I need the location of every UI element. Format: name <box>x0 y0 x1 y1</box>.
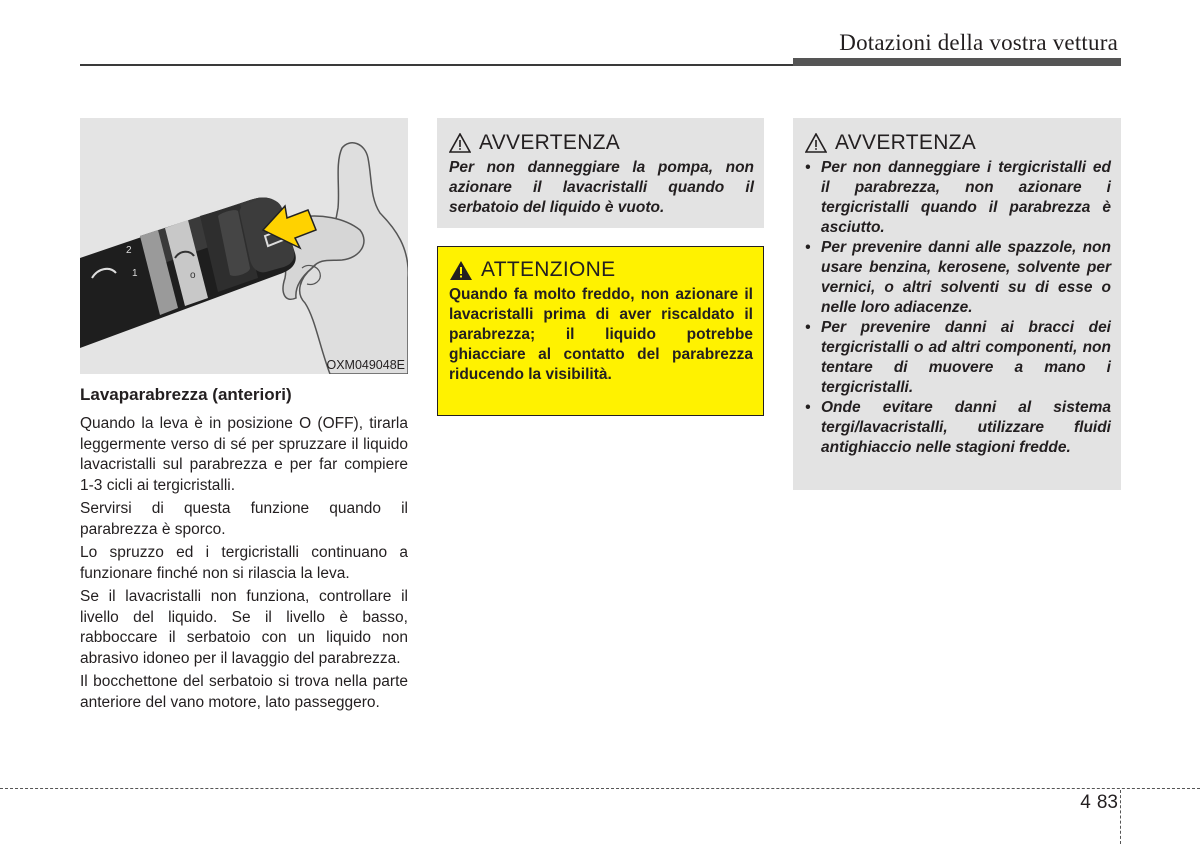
footer-dashed-rule <box>0 788 1200 789</box>
warning-title-label: AVVERTENZA <box>479 131 621 154</box>
svg-text:2: 2 <box>126 245 132 256</box>
list-item <box>805 158 1111 238</box>
warning-title <box>805 130 1111 156</box>
page-number-value: 83 <box>1096 792 1118 813</box>
warning-triangle-icon <box>805 133 827 153</box>
list-item-text: Onde evitare danni al sistema tergi/lavacristalli, utilizzare fluidi antighiaccio nelle stagioni fredde. <box>821 399 1111 456</box>
header-rule-accent <box>793 58 1121 66</box>
warning-triangle-icon <box>449 133 471 153</box>
section-heading: Lavaparabrezza (anteriori) <box>80 385 292 404</box>
list-item-text: Per non danneggiare i tergicristalli ed il parabrezza, non azionare i tergicristalli quando il parabrezza è asciutto. <box>821 159 1111 236</box>
footer-dashed-divider <box>1120 790 1121 844</box>
list-item-text: Per prevenire danni ai bracci dei tergicristalli o ad altri componenti, non tentare di muovere a mano i tergicristalli. <box>821 319 1111 396</box>
section-paragraph: Quando la leva è in posizione O (OFF), tirarla leggermente verso di sé per spruzzare il liquido lavacristalli sul parabrezza e per far compiere 1-3 cicli ai tergicristalli. <box>80 415 408 494</box>
list-item <box>805 238 1111 318</box>
caution-box <box>437 246 764 416</box>
header-rule <box>80 64 793 66</box>
bullet-dot: • <box>805 239 811 256</box>
chapter-number: 4 <box>1080 792 1091 813</box>
svg-text:1: 1 <box>132 268 138 279</box>
caution-title-label: ATTENZIONE <box>481 258 616 281</box>
warning-title-label: AVVERTENZA <box>835 131 977 154</box>
list-item <box>805 398 1111 458</box>
list-item <box>805 318 1111 398</box>
caution-title <box>449 257 753 283</box>
washer-section <box>80 384 408 716</box>
bullet-dot: • <box>805 319 811 336</box>
page-header-title: Dotazioni della vostra vettura <box>839 30 1118 55</box>
list-item-text: Per prevenire danni alle spazzole, non usare benzina, kerosene, solvente per vernici, o altri solventi su di esse o nelle loro adiacenze. <box>821 239 1111 316</box>
caution-triangle-icon <box>449 260 473 281</box>
bullet-dot: • <box>805 399 811 416</box>
caution-text: Quando fa molto freddo, non azionare il lavacristalli prima di aver riscaldato il parabrezza; il liquido potrebbe ghiacciare al contatto del parabrezza riducendo la visibilità. <box>449 286 753 383</box>
section-paragraph: Il bocchettone del serbatoio si trova nella parte anteriore del vano motore, lato passeggero. <box>80 673 408 711</box>
bullet-dot: • <box>805 159 811 176</box>
section-paragraph: Lo spruzzo ed i tergicristalli continuano a funzionare finché non si rilascia la leva. <box>80 544 408 582</box>
figure-code: OXM049048E <box>326 358 405 372</box>
wiper-lever-illustration <box>80 118 408 374</box>
svg-text:o: o <box>190 270 196 281</box>
section-paragraph: Servirsi di questa funzione quando il parabrezza è sporco. <box>80 500 408 538</box>
warning-list <box>805 158 1111 458</box>
warning-box-wipers <box>793 118 1121 490</box>
section-paragraph: Se il lavacristalli non funziona, controllare il livello del liquido. Se il livello è basso, rabboccare il serbatoio con un liquido non abrasivo idoneo per il lavaggio del parabrezza. <box>80 588 408 667</box>
warning-title <box>449 130 754 156</box>
warning-text: Per non danneggiare la pompa, non azionare il lavacristalli quando il serbatoio del liquido è vuoto. <box>449 159 754 216</box>
wiper-lever-figure <box>80 118 408 374</box>
page-number <box>1080 792 1118 814</box>
warning-box-pump <box>437 118 764 228</box>
